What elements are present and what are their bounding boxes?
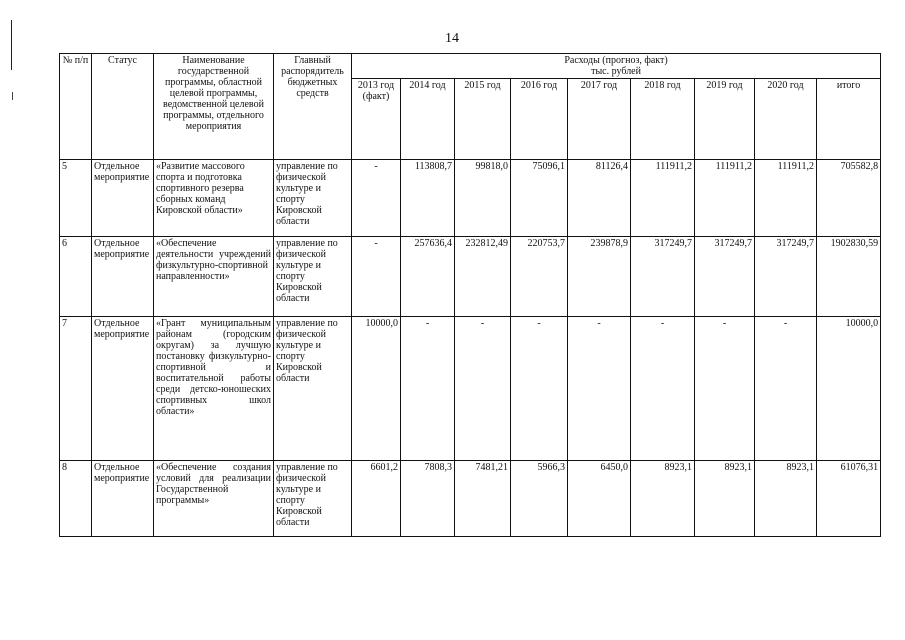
year-2016: 2016 год — [511, 79, 568, 160]
row-manager: управление по физической культуре и спорту Кировской области — [274, 461, 352, 537]
year-2018: 2018 год — [631, 79, 695, 160]
row-manager: управление по физической культуре и спорту Кировской области — [274, 237, 352, 317]
value-2018: - — [631, 317, 695, 461]
value-2018: 317249,7 — [631, 237, 695, 317]
value-2017: 239878,9 — [568, 237, 631, 317]
value-2016: 220753,7 — [511, 237, 568, 317]
year-2017: 2017 год — [568, 79, 631, 160]
margin-mark — [11, 20, 12, 70]
value-2013: 10000,0 — [352, 317, 401, 461]
value-2014: 7808,3 — [401, 461, 455, 537]
value-2018: 8923,1 — [631, 461, 695, 537]
header-num: № п/п — [60, 54, 92, 160]
value-total: 1902830,59 — [817, 237, 881, 317]
budget-table — [59, 53, 881, 537]
value-total: 61076,31 — [817, 461, 881, 537]
table-row — [60, 461, 881, 537]
value-2013: - — [352, 237, 401, 317]
value-2017: 6450,0 — [568, 461, 631, 537]
value-2016: 75096,1 — [511, 160, 568, 237]
row-status: Отдельное мероприятие — [92, 461, 154, 537]
row-name: «Развитие массового спорта и подготовка спортивного резерва сборных команд Кировской области» — [154, 160, 274, 237]
value-2014: - — [401, 317, 455, 461]
table-row — [60, 160, 881, 237]
row-manager: управление по физической культуре и спорту Кировской области — [274, 160, 352, 237]
margin-mark-small — [12, 92, 13, 100]
year-2020: 2020 год — [755, 79, 817, 160]
value-2019: - — [695, 317, 755, 461]
table-row — [60, 317, 881, 461]
value-2014: 257636,4 — [401, 237, 455, 317]
header-manager: Главный распорядитель бюджетных средств — [274, 54, 352, 160]
value-2020: 8923,1 — [755, 461, 817, 537]
row-status: Отдельное мероприятие — [92, 317, 154, 461]
value-2016: - — [511, 317, 568, 461]
value-2015: 7481,21 — [455, 461, 511, 537]
value-2020: 317249,7 — [755, 237, 817, 317]
row-num: 8 — [60, 461, 92, 537]
value-2016: 5966,3 — [511, 461, 568, 537]
header-expenses-title: Расходы (прогноз, факт) — [564, 55, 668, 66]
value-2015: 232812,49 — [455, 237, 511, 317]
value-2014: 113808,7 — [401, 160, 455, 237]
header-expenses-unit: тыс. рублей — [591, 66, 641, 77]
value-2013: - — [352, 160, 401, 237]
value-2015: - — [455, 317, 511, 461]
year-total: итого — [817, 79, 881, 160]
value-total: 705582,8 — [817, 160, 881, 237]
row-name: «Обеспечение деятельности учреждений физкультурно-спортивной направленности» — [154, 237, 274, 317]
value-total: 10000,0 — [817, 317, 881, 461]
value-2019: 317249,7 — [695, 237, 755, 317]
value-2015: 99818,0 — [455, 160, 511, 237]
year-2019: 2019 год — [695, 79, 755, 160]
year-2015: 2015 год — [455, 79, 511, 160]
year-2014: 2014 год — [401, 79, 455, 160]
value-2020: - — [755, 317, 817, 461]
header-name: Наименование государственной программы, областной целевой программы, ведомственной целевой программы, отдельного мероприятия — [154, 54, 274, 160]
value-2019: 8923,1 — [695, 461, 755, 537]
header-expenses — [352, 54, 881, 79]
value-2020: 111911,2 — [755, 160, 817, 237]
header-row — [60, 54, 881, 79]
row-status: Отдельное мероприятие — [92, 160, 154, 237]
row-num: 7 — [60, 317, 92, 461]
value-2018: 111911,2 — [631, 160, 695, 237]
row-name: «Грант муниципальным районам (городским округам) за лучшую постановку физкультурно-спортивной и воспитательной работы среди детско-юношеских спортивных школ области» — [154, 317, 274, 461]
header-status: Статус — [92, 54, 154, 160]
row-name: «Обеспечение создания условий для реализации Государственной программы» — [154, 461, 274, 537]
value-2013: 6601,2 — [352, 461, 401, 537]
page-number: 14 — [445, 31, 459, 46]
row-num: 5 — [60, 160, 92, 237]
value-2019: 111911,2 — [695, 160, 755, 237]
row-status: Отдельное мероприятие — [92, 237, 154, 317]
table-row — [60, 237, 881, 317]
year-2013: 2013 год (факт) — [352, 79, 401, 160]
row-num: 6 — [60, 237, 92, 317]
value-2017: - — [568, 317, 631, 461]
value-2017: 81126,4 — [568, 160, 631, 237]
row-manager: управление по физической культуре и спорту Кировской области — [274, 317, 352, 461]
